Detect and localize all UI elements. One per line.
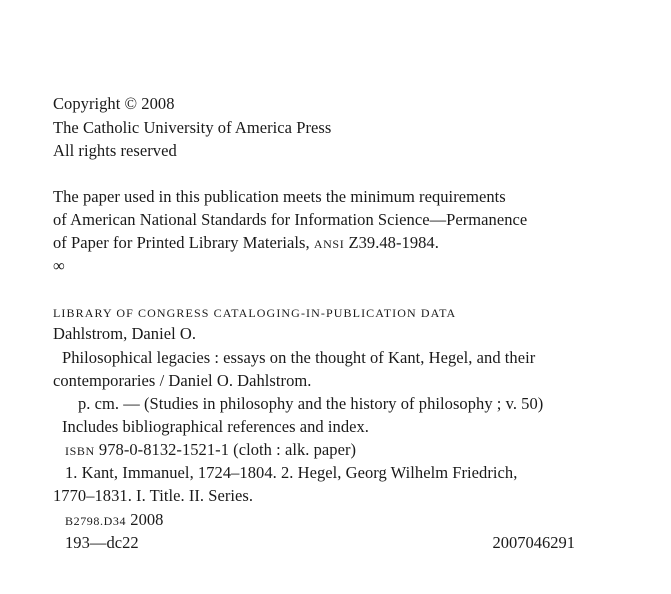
cip-subjects-line-1: 1. Kant, Immanuel, 1724–1804. 2. Hegel, Georg Wilhelm Friedrich, <box>65 463 518 482</box>
paper-notice-line-3 <box>53 233 439 254</box>
cip-isbn <box>65 440 356 461</box>
rights-line: All rights reserved <box>53 141 177 160</box>
ansi-code: Z39.48-1984. <box>344 233 439 252</box>
cip-heading: LIBRARY OF CONGRESS CATALOGING-IN-PUBLICATION DATA <box>53 306 457 320</box>
call-number-prefix: B2798 <box>65 514 101 528</box>
paper-notice-text: of Paper for Printed Library Materials, <box>53 233 314 252</box>
cip-dewey: 193—dc22 <box>65 533 139 552</box>
ansi-label: ANSI <box>313 237 345 251</box>
copyright-line: Copyright © 2008 <box>53 94 175 113</box>
cip-title-line-1: Philosophical legacies : essays on the thought of Kant, Hegel, and their <box>62 348 536 367</box>
cip-title-line-2: contemporaries / Daniel O. Dahlstrom. <box>53 371 312 390</box>
paper-notice-line-2: of American National Standards for Information Science—Permanence <box>53 210 528 229</box>
call-number-year: 2008 <box>126 510 164 529</box>
publisher-line: The Catholic University of America Press <box>53 118 332 137</box>
isbn-label: ISBN <box>65 444 95 458</box>
cip-subjects-line-2: 1770–1831. I. Title. II. Series. <box>53 486 254 505</box>
cip-notes: Includes bibliographical references and index. <box>62 417 369 436</box>
infinity-symbol: ∞ <box>53 256 65 275</box>
paper-notice-line-1: The paper used in this publication meets the minimum requirements <box>53 187 506 206</box>
cip-lccn: 2007046291 <box>492 533 575 552</box>
cip-physical-description: p. cm. — (Studies in philosophy and the history of philosophy ; v. 50) <box>78 394 544 413</box>
cip-author: Dahlstrom, Daniel O. <box>53 324 197 343</box>
call-number-cutter: .D34 <box>100 514 127 528</box>
cip-call-number <box>65 510 163 531</box>
isbn-value: 978-0-8132-1521-1 (cloth : alk. paper) <box>94 440 357 459</box>
